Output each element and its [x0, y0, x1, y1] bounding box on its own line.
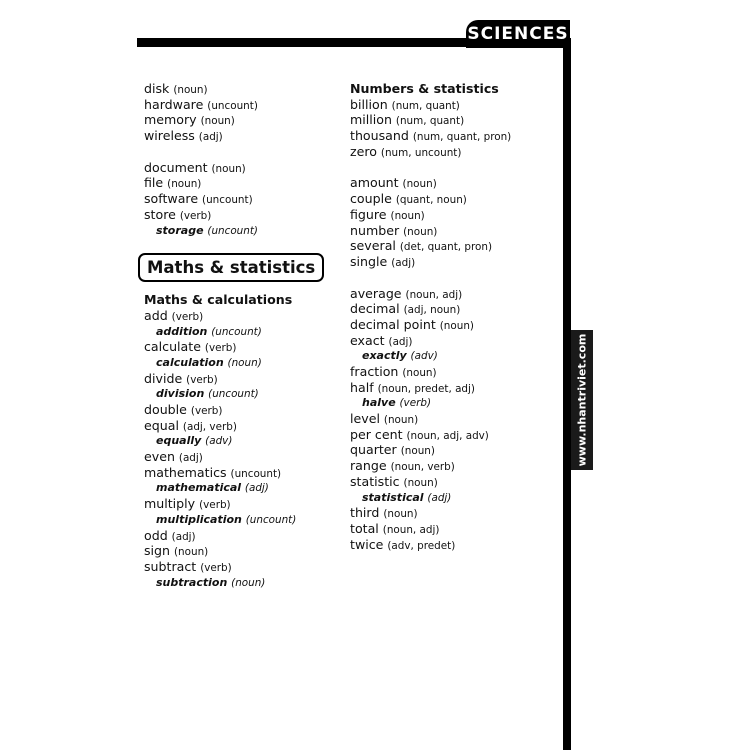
entry: third (noun) [350, 505, 418, 521]
entry: multiply (verb) [144, 496, 231, 512]
entry: decimal point (noun) [350, 316, 474, 332]
entry: subtract (verb) [144, 558, 232, 574]
derived-entry: division (uncount) [156, 387, 259, 401]
entry: exact (adj) [350, 332, 413, 348]
watermark-text: www.nhantriviet.com [575, 333, 589, 467]
subheading: Numbers & statistics [350, 81, 499, 96]
entry: couple (quant, noun) [350, 191, 467, 207]
entry: figure (noun) [350, 206, 425, 222]
derived-entry: mathematical (adj) [156, 481, 269, 495]
entry: statistic (noun) [350, 473, 438, 489]
entry: even (adj) [144, 449, 203, 465]
entry: wireless (adj) [144, 128, 223, 144]
entry: mathematics (uncount) [144, 464, 282, 480]
derived-entry: storage (uncount) [156, 223, 258, 237]
entry: document (noun) [144, 159, 246, 175]
entry: decimal (adj, noun) [350, 301, 461, 317]
derived-entry: halve (verb) [362, 396, 432, 410]
entry: odd (adj) [144, 527, 196, 543]
entry: equal (adj, verb) [144, 417, 237, 433]
entry: level (noun) [350, 411, 419, 427]
entry: average (noun, adj) [350, 285, 463, 301]
subheading: Maths & calculations [144, 292, 293, 308]
entry: twice (adv, predet) [350, 536, 456, 552]
entry: amount (noun) [350, 175, 437, 191]
derived-entry: calculation (noun) [156, 355, 262, 369]
entry: thousand (num, quant, pron) [350, 128, 512, 144]
entry: hardware (uncount) [144, 96, 258, 112]
right-border [563, 38, 571, 750]
derived-entry: addition (uncount) [156, 324, 262, 338]
topic-title: Maths & statistics [138, 253, 324, 282]
entry: quarter (noun) [350, 442, 435, 458]
entry: store (verb) [144, 206, 212, 222]
entry: zero (num, uncount) [350, 143, 462, 159]
derived-entry: exactly (adv) [362, 349, 438, 363]
entry: half (noun, predet, adj) [350, 379, 475, 395]
entry: sign (noun) [144, 543, 209, 559]
entry: software (uncount) [144, 191, 253, 207]
entry: disk (noun) [144, 81, 208, 96]
section-tab: SCIENCES [466, 20, 570, 48]
derived-entry: subtraction (noun) [156, 575, 266, 589]
entry: number (noun) [350, 222, 438, 238]
entry: divide (verb) [144, 370, 218, 386]
derived-entry: multiplication (uncount) [156, 512, 297, 526]
entry: calculate (verb) [144, 339, 237, 355]
column-right [350, 81, 511, 552]
entry: file (noun) [144, 175, 202, 191]
entry: fraction (noun) [350, 364, 437, 379]
entry: add (verb) [144, 307, 204, 323]
entry: memory (noun) [144, 112, 235, 128]
entry: double (verb) [144, 402, 223, 417]
entry: single (adj) [350, 253, 416, 269]
entry: range (noun, verb) [350, 458, 455, 474]
entry: million (num, quant) [350, 112, 465, 128]
entry: billion (num, quant) [350, 96, 460, 112]
derived-entry: equally (adv) [156, 434, 233, 448]
entry: per cent (noun, adj, adv) [350, 426, 489, 442]
entry: total (noun, adj) [350, 520, 440, 536]
column-left [144, 81, 324, 590]
entry: several (det, quant, pron) [350, 238, 493, 254]
derived-entry: statistical (adj) [362, 490, 452, 504]
